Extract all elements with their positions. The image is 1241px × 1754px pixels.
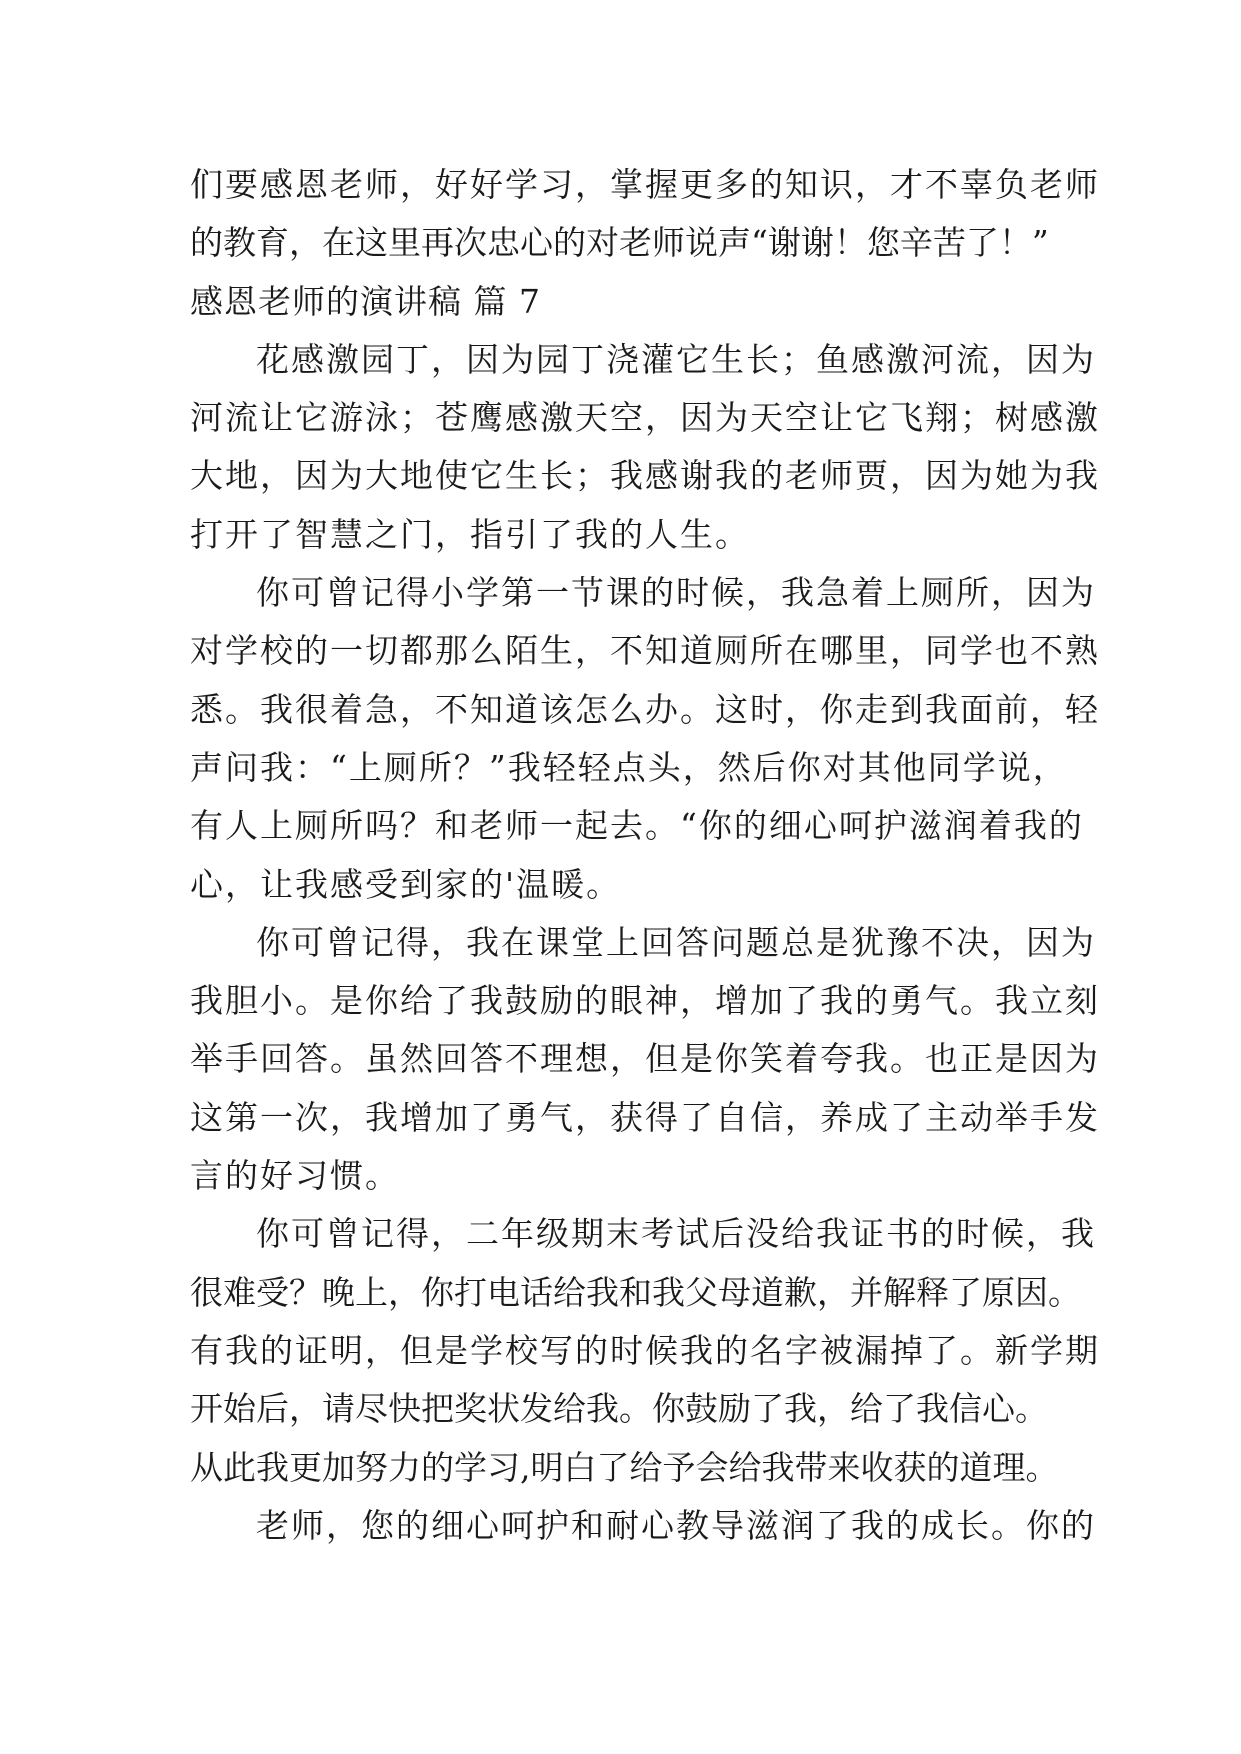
text-line: 河流让它游泳；苍鹰感激天空，因为天空让它飞翔；树感激 xyxy=(190,398,1100,438)
text-line: 言的好习惯。 xyxy=(190,1156,400,1196)
text-line: 很难受？晚上，你打电话给我和我父母道歉，并解释了原因。 xyxy=(190,1272,1081,1312)
text-line: 心，让我感受到家的'温暖。 xyxy=(190,864,622,904)
text-line: 有我的证明，但是学校写的时候我的名字被漏掉了。新学期 xyxy=(190,1330,1100,1370)
document-body xyxy=(190,156,1100,1555)
text-line: 从此我更加努力的学习,明白了给予会给我带来收获的道理。 xyxy=(190,1447,1059,1487)
text-line: 悉。我很着急，不知道该怎么办。这时，你走到我面前，轻 xyxy=(190,689,1100,729)
paragraph-first-line: 你可曾记得，二年级期末考试后没给我证书的时候，我 xyxy=(256,1214,1096,1254)
text-line: 开始后，请尽快把奖状发给我。你鼓励了我，给了我信心。 xyxy=(190,1389,1048,1429)
text-line: 们要感恩老师，好好学习，掌握更多的知识，才不辜负老师 xyxy=(190,165,1100,204)
text-line: 对学校的一切都那么陌生，不知道厕所在哪里，同学也不熟 xyxy=(190,631,1100,671)
paragraph-first-line: 你可曾记得小学第一节课的时候，我急着上厕所，因为 xyxy=(256,573,1096,613)
text-line: 打开了智慧之门，指引了我的人生。 xyxy=(190,514,750,554)
text-line: 举手回答。虽然回答不理想，但是你笑着夸我。也正是因为 xyxy=(190,1039,1100,1079)
text-line: 大地，因为大地使它生长；我感谢我的老师贾，因为她为我 xyxy=(190,456,1100,496)
paragraph-first-line: 花感激园丁，因为园丁浇灌它生长；鱼感激河流，因为 xyxy=(256,339,1096,379)
text-line: 的教育，在这里再次忠心的对老师说声“谢谢！您辛苦了！” xyxy=(190,223,1049,263)
paragraph-first-line: 老师，您的细心呵护和耐心教导滋润了我的成长。你的 xyxy=(256,1505,1096,1545)
text-line: 我胆小。是你给了我鼓励的眼神，增加了我的勇气。我立刻 xyxy=(190,981,1100,1021)
section-heading: 感恩老师的演讲稿 篇 7 xyxy=(190,281,541,321)
text-line: 这第一次，我增加了勇气，获得了自信，养成了主动举手发 xyxy=(190,1097,1100,1137)
text-line: 声问我：“上厕所？”我轻轻点头，然后你对其他同学说， xyxy=(190,747,1068,787)
text-line: 有人上厕所吗？和老师一起去。“你的细心呵护滋润着我的 xyxy=(190,806,1084,846)
paragraph-first-line: 你可曾记得，我在课堂上回答问题总是犹豫不决，因为 xyxy=(256,922,1096,962)
